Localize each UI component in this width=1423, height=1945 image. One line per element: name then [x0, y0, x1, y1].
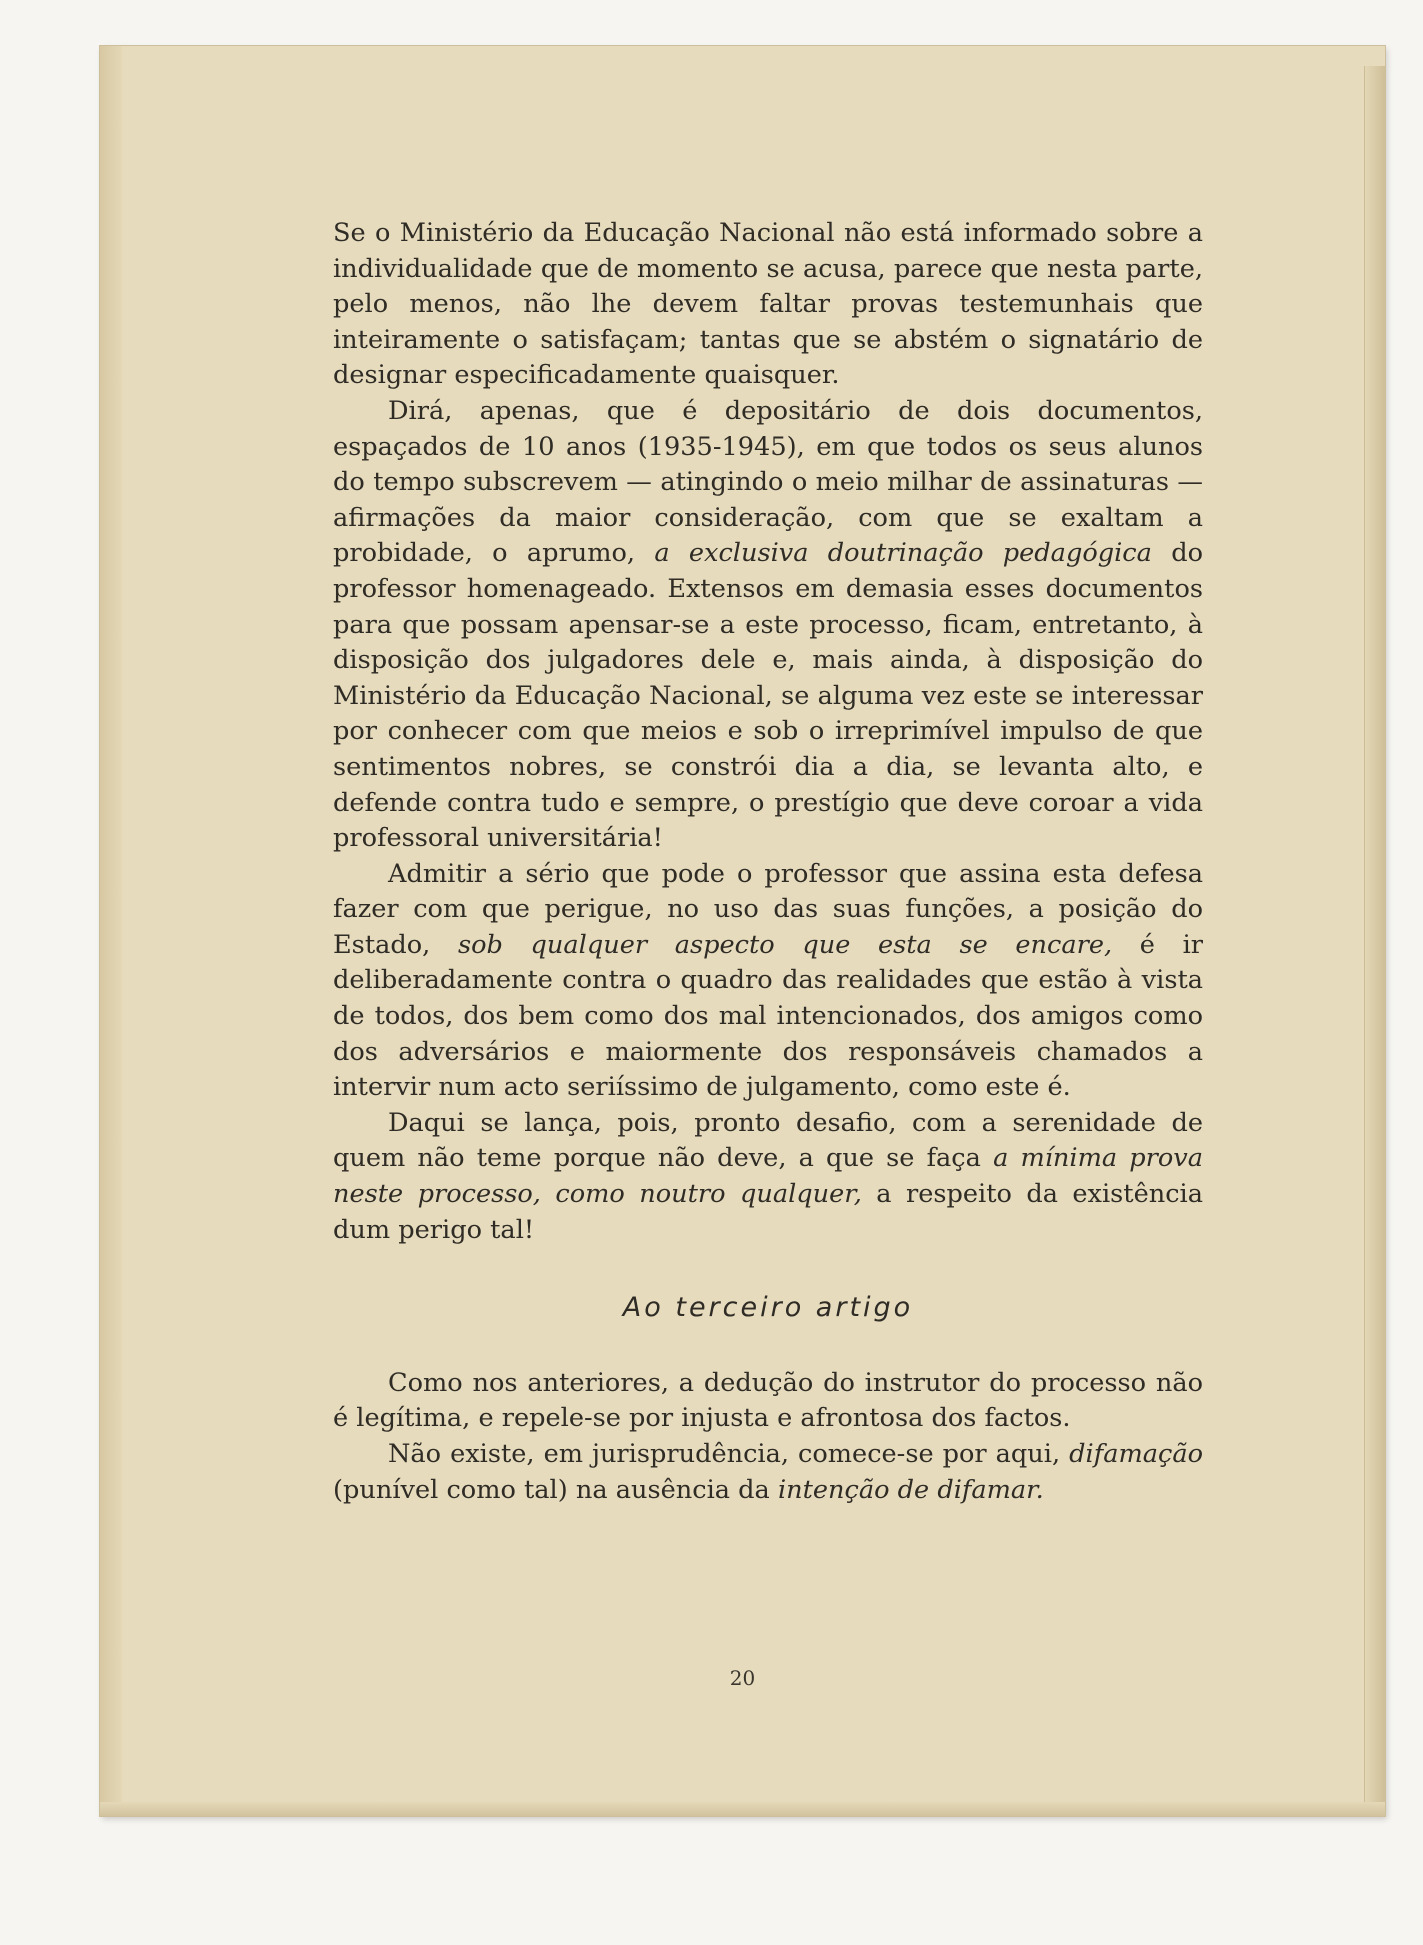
page-edge-bottom	[100, 1802, 1385, 1816]
paragraph-4-emphasis: a mínima prova neste processo, como noutro qualquer,	[333, 1143, 1204, 1210]
page-edge-left	[100, 46, 122, 1816]
paragraph-6-emphasis-2: intenção de difamar.	[777, 1474, 1044, 1505]
paragraph-2	[333, 394, 1203, 857]
section-heading: Ao terceiro artigo	[622, 1292, 914, 1324]
paragraph-6-text-a: Não existe, em jurisprudência, comece-se por aqui,	[388, 1439, 1061, 1469]
paragraph-2-text-a: Dirá, apenas, que é depositário de dois documentos, espaçados de 10 anos (1935-1945), em que todos os seus alunos do tempo subscrevem — atingindo o meio milhar de assinaturas — afirmações da maior consideração, com que se exaltam a probidade, o aprumo,	[333, 395, 1203, 569]
paragraph-4-text-a: Daqui se lança, pois, pronto desafio, com a serenidade de quem não teme porque não deve, a que se faça	[333, 1107, 1203, 1174]
paragraph-6-text-b: (punível como tal) na ausência da	[333, 1474, 770, 1505]
paragraph-3	[333, 857, 1203, 1106]
paragraph-2-text-b: do professor homenageado. Extensos em demasia esses documentos para que possam apensar-se a este processo, ficam, entretanto, à disposição dos julgadores dele e, mais ainda, à disposição do Ministério da Educação Nacional, se alguma vez este se interessar por conhecer com que meios e sob o irreprimível impulso de que sentimentos nobres, se constrói dia a dia, se levanta alto, e defende contra tudo e sempre, o prestígio que deve coroar a vida professoral universitária!	[333, 538, 1203, 854]
page-number: 20	[729, 1666, 756, 1690]
paragraph-5: Como nos anteriores, a dedução do instrutor do processo não é legítima, e repele-se por injusta e afrontosa dos factos.	[333, 1367, 1203, 1434]
paragraph-3-text-a: Admitir a sério que pode o professor que assina esta defesa fazer com que perigue, no uso das suas funções, a posição do Estado,	[333, 858, 1203, 960]
paragraph-6	[333, 1437, 1203, 1508]
body-text	[333, 216, 1203, 1508]
paragraph-3-emphasis: sob qualquer aspecto que esta se encare,	[457, 929, 1113, 960]
paragraph-2-emphasis: a exclusiva doutrinação pedagógica	[654, 538, 1152, 569]
book-page	[100, 46, 1385, 1816]
paragraph-4-text-b: a respeito da existência dum perigo tal!	[333, 1179, 1203, 1245]
paragraph-3-text-b: é ir deliberadamente contra o quadro das realidades que estão à vista de todos, dos bem como dos mal intencionados, dos amigos como dos adversários e maiormente dos responsáveis chamados a intervir num acto seriíssimo de julgamento, como este é.	[333, 929, 1204, 1103]
page-edge-right	[1364, 66, 1385, 1816]
paragraph-6-emphasis-1: difamação	[1069, 1439, 1203, 1469]
paragraph-1: Se o Ministério da Educação Nacional não está informado sobre a individualidade que de momento se acusa, parece que nesta parte, pelo menos, não lhe devem faltar provas testemunhais que inteiramente o satisfaçam; tantas que se abstém o signatário de designar especificadamente quaisquer.	[333, 218, 1203, 391]
paragraph-4	[333, 1106, 1203, 1248]
